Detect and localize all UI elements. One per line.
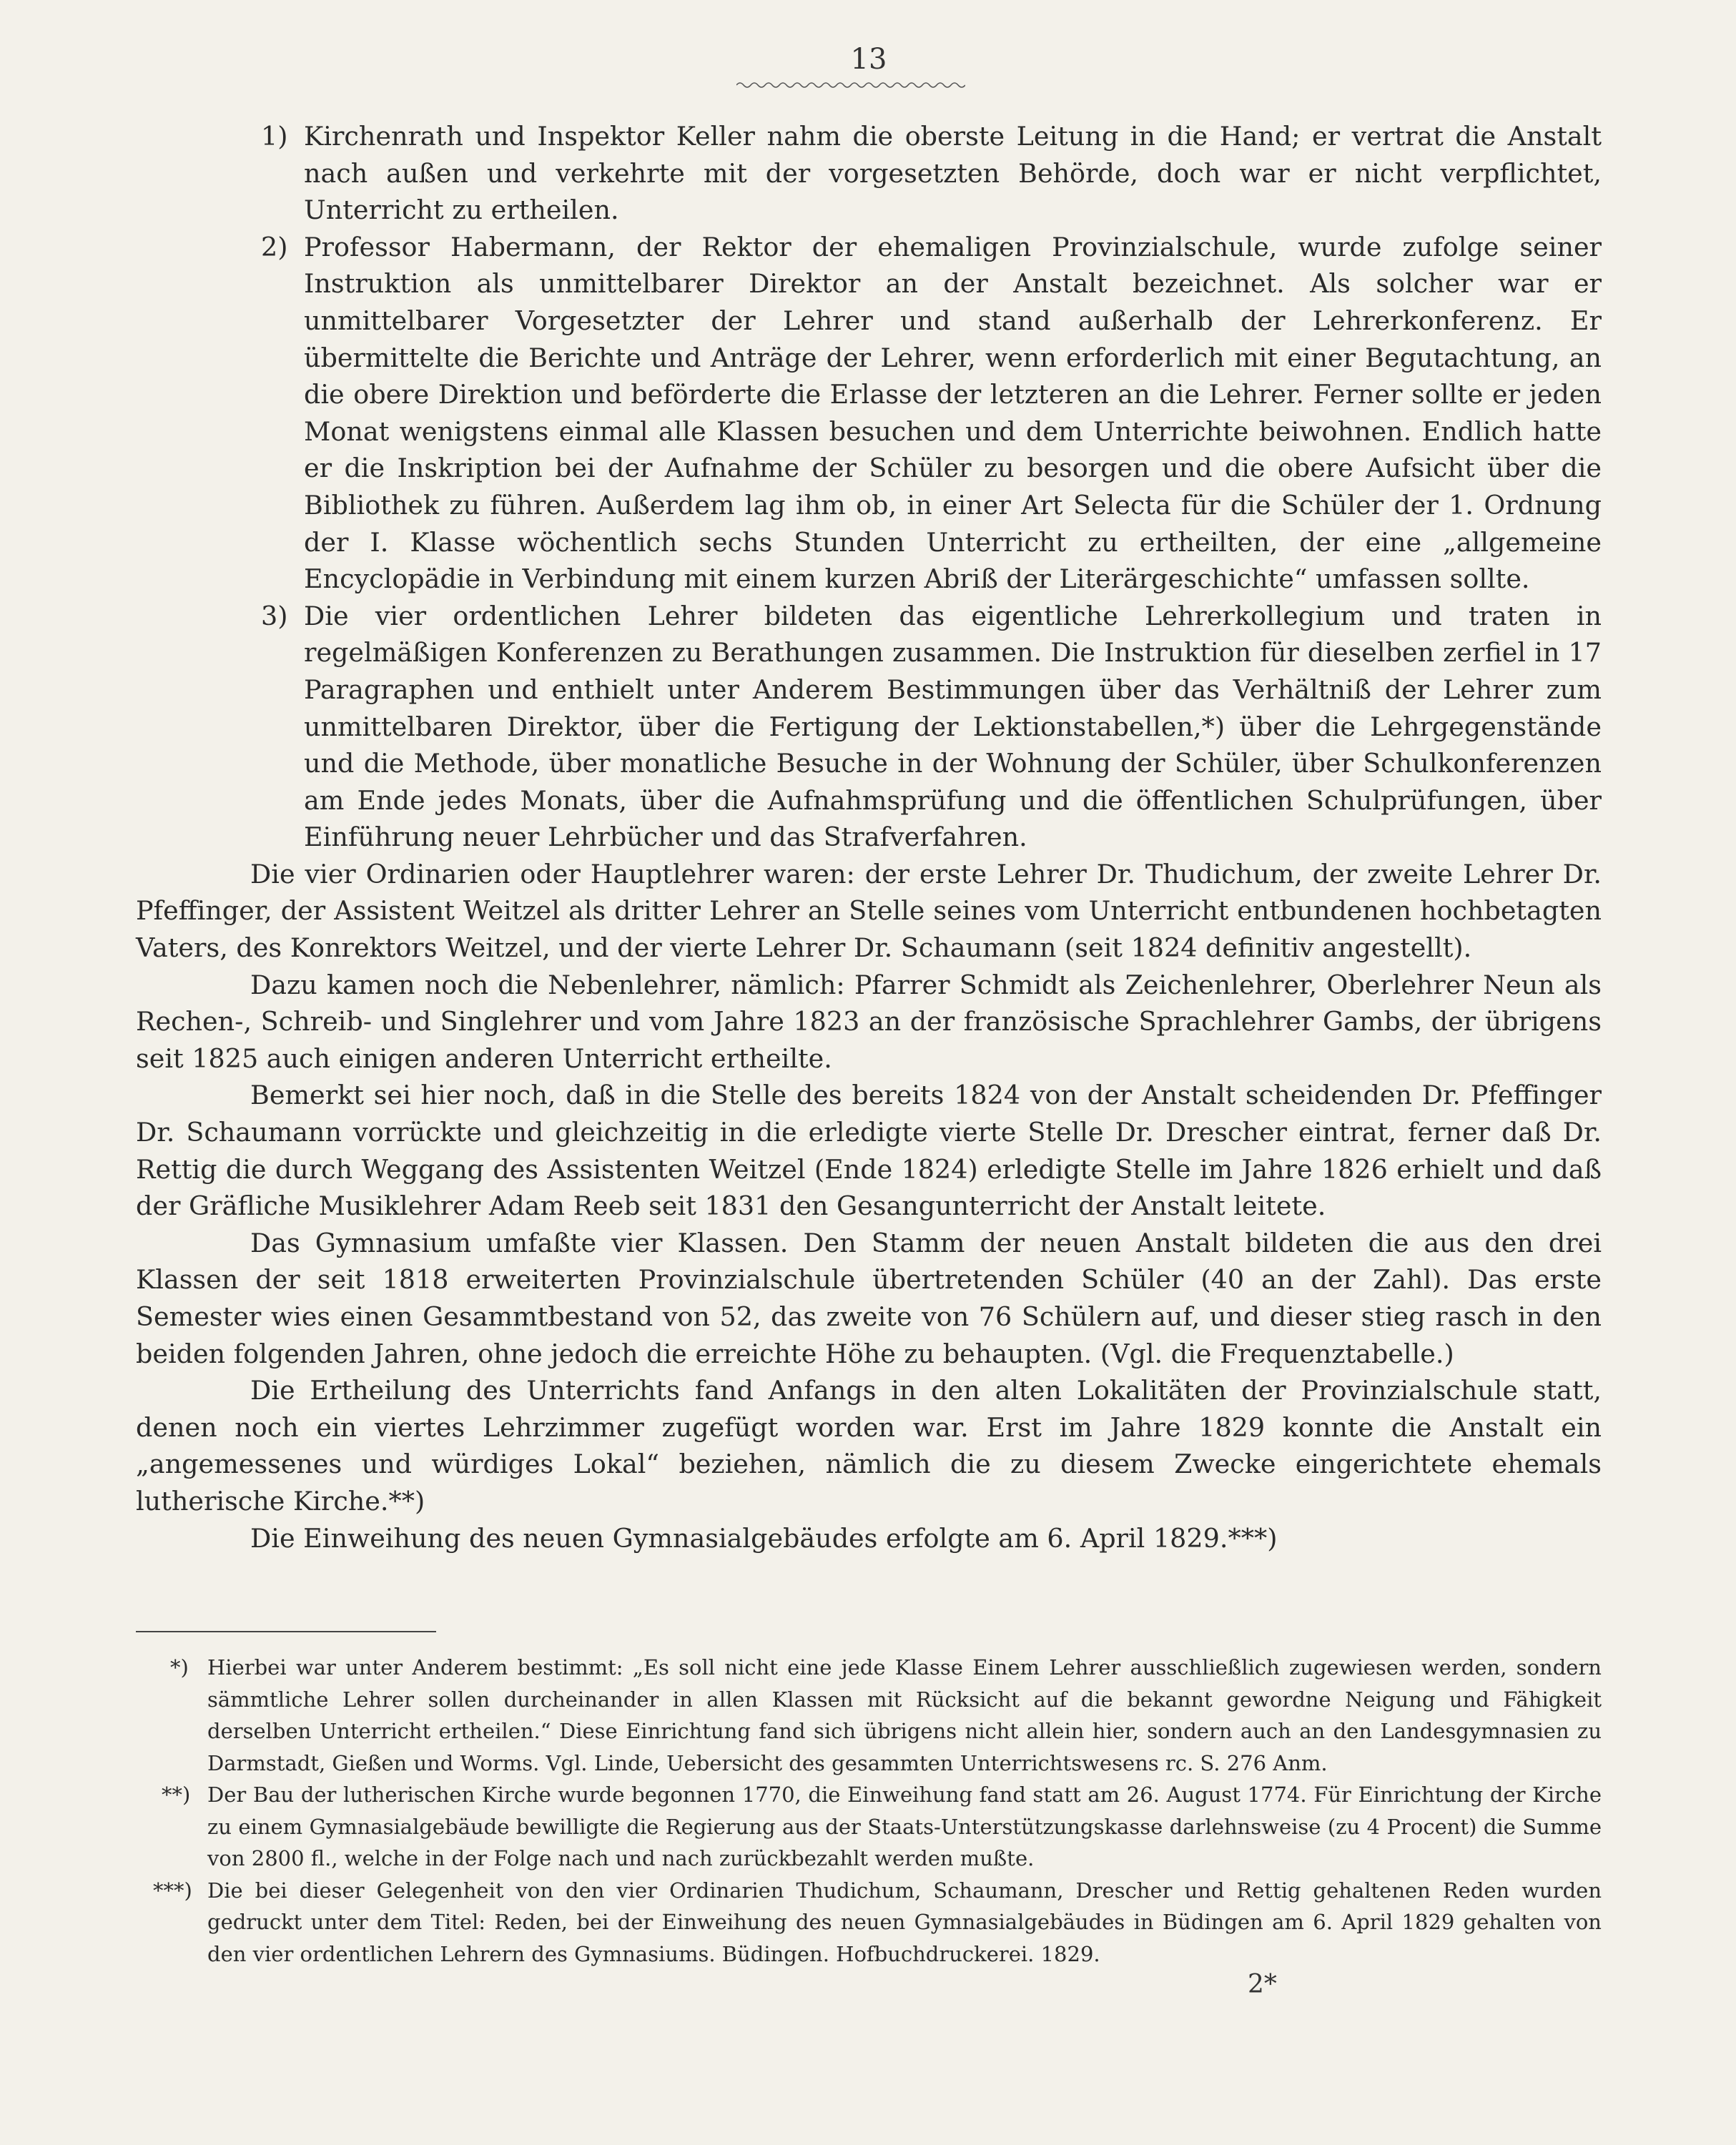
footnote [136,1875,1602,1971]
footnotes [136,1652,1602,1970]
list-item-text: Die vier ordentlichen Lehrer bildeten das eigentliche Lehrerkollegium und traten in regelmäßigen Konferenzen zu Berathungen zusammen. Die Instruktion für dieselben zerfiel in 17 Paragraphen und enthielt unter Anderem Bestimmungen über das Verhältniß der Lehrer zum unmittelbaren Direktor, über die Fertigung der Lektionstabellen,*) über die Lehrgegenstände und die Methode, über monatliche Besuche in der Wohnung der Schüler, über Schulkonferenzen am Ende jedes Monats, über die Aufnahmsprüfung und die öffentlichen Schulprüfungen, über Einführung neuer Lehrbücher und das Strafverfahren. [304,600,1602,853]
footnote-text: Der Bau der lutherischen Kirche wurde begonnen 1770, die Einweihung fand statt am 26. August 1774. Für Einrichtung der Kirche zu einem Gymnasialgebäude bewilligte die Regierung aus der Staats-Unterstützungskasse darlehnsweise (zu 4 Procent) die Summe von 2800 fl., welche in der Folge nach und nach zurückbezahlt werden mußte. [207,1782,1602,1870]
list-item-number: 1) [261,121,288,152]
footnote [136,1779,1602,1875]
list-item [136,229,1602,598]
page-number: 13 [850,43,887,76]
footnote-text: Die bei dieser Gelegenheit von den vier Ordinarien Thudichum, Schaumann, Drescher und Rettig gehaltenen Reden wurden gedruckt unter dem Titel: Reden, bei der Einweihung des neuen Gymnasialgebäudes in Büdingen am 6. April 1829 gehalten von den vier ordentlichen Lehrern des Gymnasiums. Büdingen. Hofbuchdruckerei. 1829. [207,1878,1602,1966]
paragraph: Die Einweihung des neuen Gymnasialgebäudes erfolgte am 6. April 1829.***) [250,1522,1278,1554]
paragraph: Die vier Ordinarien oder Hauptlehrer waren: der erste Lehrer Dr. Thudichum, der zweite Lehrer Dr. Pfeffinger, der Assistent Weitzel als dritter Lehrer an Stelle seines vom Unterricht entbundenen hochbetagten Vaters, des Konrektors Weitzel, und der vierte Lehrer Dr. Schaumann (seit 1824 definitiv angestellt). [136,858,1602,964]
paragraph: Die Ertheilung des Unterrichts fand Anfangs in den alten Lokalitäten der Provinzialschule statt, denen noch ein viertes Lehrzimmer zugefügt worden war. Erst im Jahre 1829 konnte die Anstalt ein „angemessenes und würdiges Lokal“ beziehen, nämlich die zu diesem Zwecke eingerichtete ehemals lutherische Kirche.**) [136,1375,1602,1517]
footnote-mark: ***) [153,1878,192,1903]
ornament-rule-icon [736,80,965,90]
paragraph: Dazu kamen noch die Nebenlehrer, nämlich: Pfarrer Schmidt als Zeichenlehrer, Oberlehrer Neun als Rechen-, Schreib- und Singlehrer und vom Jahre 1823 an der französische Sprachlehrer Gambs, der übrigens seit 1825 auch einigen anderen Unterricht ertheilte. [136,969,1602,1074]
signature-mark: 2* [1248,1970,1277,1999]
list-item-text: Professor Habermann, der Rektor der ehemaligen Provinzialschule, wurde zufolge seiner Instruktion als unmittelbarer Direktor an der Anstalt bezeichnet. Als solcher war er unmittelbarer Vorgesetzter der Lehrer und stand außerhalb der Lehrerkonferenz. Er übermittelte die Berichte und Anträge der Lehrer, wenn erforderlich mit einer Begutachtung, an die obere Direktion und beförderte die Erlasse der letzteren an die Lehrer. Ferner sollte er jeden Monat wenigstens einmal alle Klassen besuchen und dem Unterrichte beiwohnen. Endlich hatte er die Inskription bei der Aufnahme der Schüler zu besorgen und die obere Aufsicht über die Bibliothek zu führen. Außerdem lag ihm ob, in einer Art Selecta für die Schüler der 1. Ordnung der I. Klasse wöchentlich sechs Stunden Unterricht zu ertheilten, der eine „allgemeine Encyclopädie in Verbindung mit einem kurzen Abriß der Literärgeschichte“ umfassen sollte. [304,231,1602,595]
footnote-mark: *) [170,1655,189,1680]
paragraph: Bemerkt sei hier noch, daß in die Stelle des bereits 1824 von der Anstalt scheidenden Dr. Pfeffinger Dr. Schaumann vorrückte und gleichzeitig in die erledigte vierte Stelle Dr. Drescher eintrat, ferner daß Dr. Rettig die durch Weggang des Assistenten Weitzel (Ende 1824) erledigte Stelle im Jahre 1826 erhielt und daß der Gräfliche Musiklehrer Adam Reeb seit 1831 den Gesangunterricht der Anstalt leitete. [136,1080,1602,1222]
list-item-number: 2) [261,231,288,262]
footnote-mark: **) [162,1782,191,1807]
list-item [136,118,1602,229]
list-item [136,598,1602,856]
main-text [136,118,1602,1557]
footnote [136,1652,1602,1779]
paragraph: Das Gymnasium umfaßte vier Klassen. Den Stamm der neuen Anstalt bildeten die aus den drei Klassen der seit 1818 erweiterten Provinzialschule übertretenden Schüler (40 an der Zahl). Das erste Semester wies einen Gesammtbestand von 52, das zweite von 76 Schülern auf, und dieser stieg rasch in den beiden folgenden Jahren, ohne jedoch die erreichte Höhe zu behaupten. (Vgl. die Frequenztabelle.) [136,1227,1602,1369]
footnote-text: Hierbei war unter Anderem bestimmt: „Es soll nicht eine jede Klasse Einem Lehrer ausschließlich zugewiesen werden, sondern sämmtliche Lehrer sollen durcheinander in allen Klassen mit Rücksicht auf die bekannt gewordne Neigung und Fähigkeit derselben Unterricht ertheilen.“ Diese Einrichtung fand sich übrigens nicht allein hier, sondern auch an den Landesgymnasien zu Darmstadt, Gießen und Worms. Vgl. Linde, Uebersicht des gesammten Unterrichtswesens rc. S. 276 Anm. [207,1655,1602,1775]
list-item-text: Kirchenrath und Inspektor Keller nahm die oberste Leitung in die Hand; er vertrat die Anstalt nach außen und verkehrte mit der vorgesetzten Behörde, doch war er nicht verpflichtet, Unterricht zu ertheilen. [304,121,1602,226]
footnote-divider [136,1631,436,1632]
list-item-number: 3) [261,600,288,631]
